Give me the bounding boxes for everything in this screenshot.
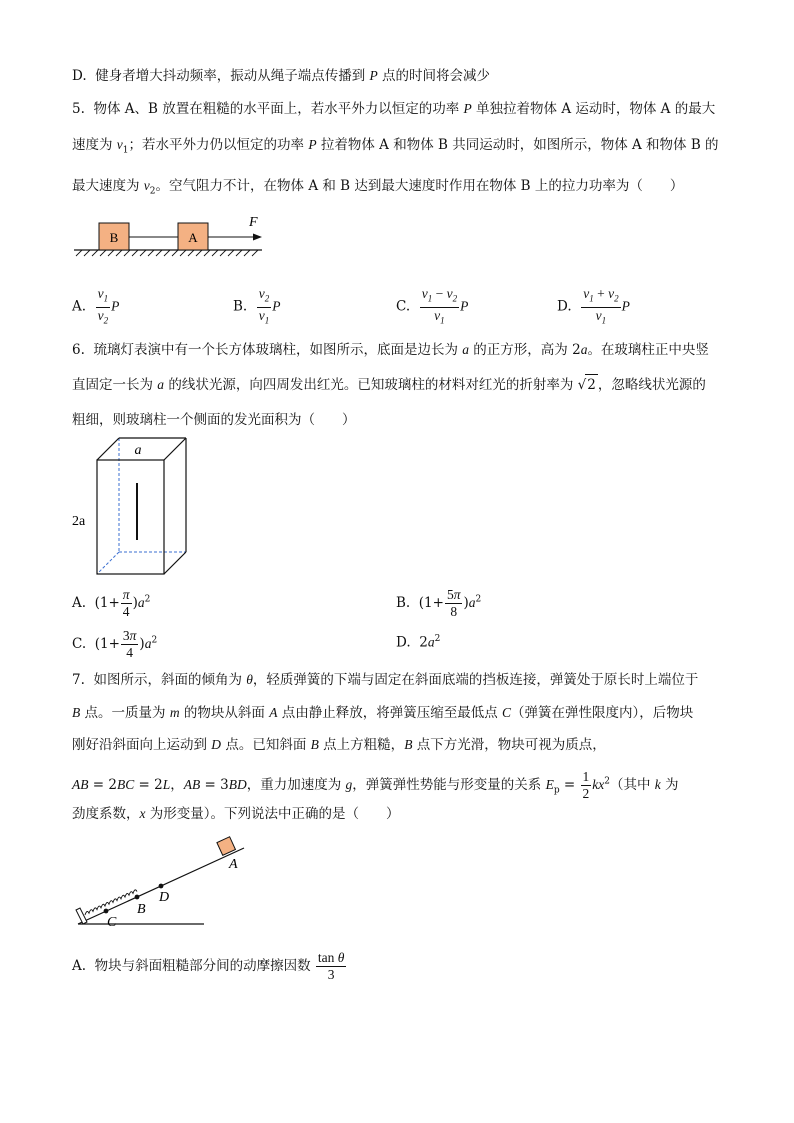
point-c <box>104 909 109 914</box>
q6-option-b: B. (1+ $\frac{5\pi}{8}$ )$a^2$ <box>396 587 482 619</box>
q5-option-b: B. $\frac{v_2}{v_1}$ P <box>233 286 281 326</box>
q7-option-a: A. 物块与斜面粗糙部分间的动摩擦因数 $\frac{\text{tan θ}}{3}$ <box>72 950 345 982</box>
baffle <box>76 908 87 924</box>
q6-line-1: 6. 琉璃灯表演中有一个长方体玻璃柱，如图所示，底面是边长为 a 的正方形，高为 2a。在玻璃柱正中央竖 <box>72 342 709 358</box>
hidden-edges <box>97 438 186 574</box>
q7-line-3: 刚好沿斜面向上运动到 D 点。已知斜面 B 点上方粗糙，B 点下方光滑，物块可视为质点， <box>72 737 606 753</box>
q7-line-5: 劲度系数，x 为形变量）。下列说法中正确的是（ ） <box>72 806 400 822</box>
label-b: B <box>137 902 146 917</box>
force-arrow-head <box>253 234 262 241</box>
q7-line-2: B 点。一质量为 m 的物块从斜面 A 点由静止释放，将弹簧压缩至最低点 C（弹簧在弹性限度内），后物块 <box>72 705 694 721</box>
q6-option-c: C. (1+ $\frac{3\pi}{4}$ )$a^2$ <box>72 628 158 660</box>
q5-option-c: C. $\frac{v_1 - v_2}{v_1}$ P <box>396 286 469 326</box>
height-label: 2a <box>72 514 86 529</box>
label-c: C <box>107 915 117 930</box>
q5-option-d: D. $\frac{v_1 + v_2}{v_1}$ P <box>557 286 630 326</box>
q6-option-d: D. $2a^2$ <box>396 634 441 651</box>
q5-line-2: 速度为 $v_1$；若水平外力仍以恒定的功率 P 拉着物体 A 和物体 B 共同运动时，如图所示，物体 A 和物体 B 的 <box>72 137 719 156</box>
q5-line-1: 5. 物体 A、B 放置在粗糙的水平面上，若水平外力以恒定的功率 P 单独拉着物体 A 运动时，物体 A 的最大 <box>72 101 716 117</box>
block-b-label: B <box>109 230 119 245</box>
q7-line-4: AB = 2BC = 2L，AB = 3BD，重力加速度为 g，弹簧弹性势能与形变量的关系 $E_p$ = $\frac{1}{2}$ $kx^2$（其中 k 为 <box>72 769 679 801</box>
q5-option-a: A. $\frac{v_1}{v_2}$ P <box>72 286 120 326</box>
q5-figure <box>70 210 270 266</box>
visible-edges <box>97 438 186 574</box>
q6-line-2: 直固定一长为 a 的线状光源，向四周发出红光。已知玻璃柱的材料对红光的折射率为 √2 ，忽略线状光源的 <box>72 374 706 395</box>
force-label: F <box>249 215 258 230</box>
q7-line-1: 7. 如图所示，斜面的倾角为 θ，轻质弹簧的下端与固定在斜面底端的挡板连接，弹簧处于原长时上端位于 <box>72 672 699 688</box>
q6-line-3: 粗细，则玻璃柱一个侧面的发光面积为（ ） <box>72 412 356 428</box>
spring <box>85 890 137 915</box>
q6-option-a: A. (1+ $\frac{\pi}{4}$ )$a^2$ <box>72 587 151 619</box>
point-b <box>135 895 140 900</box>
prev-option-d: D. 健身者增大抖动频率，振动从绳子端点传播到 P 点的时间将会减少 <box>72 68 491 84</box>
ground-hatching <box>76 250 258 256</box>
label-a: A <box>229 857 238 872</box>
q6-figure <box>70 434 200 584</box>
q5-line-3: 最大速度为 $v_2$。空气阻力不计，在物体 A 和 B 达到最大速度时作用在物体 B 上的拉力功率为（ ） <box>72 178 684 197</box>
q7-figure <box>70 836 250 932</box>
block-a-label: A <box>188 230 198 245</box>
top-edge-label: a <box>134 443 142 458</box>
label-d: D <box>159 890 170 905</box>
point-d <box>159 884 164 889</box>
